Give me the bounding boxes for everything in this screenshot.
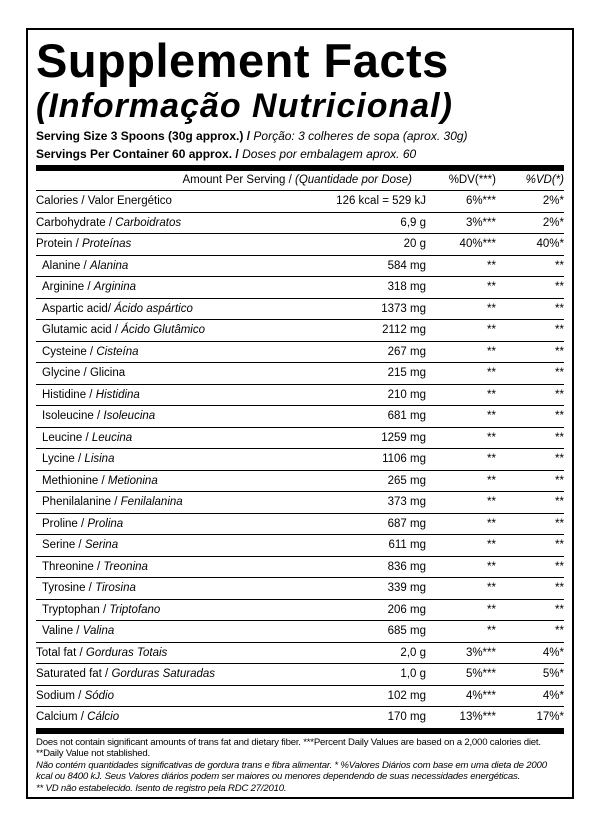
nutrient-row (36, 256, 564, 278)
nutrient-name (36, 600, 316, 621)
nutrient-dv: 40%*** (459, 238, 496, 250)
nutrient-row (36, 707, 564, 729)
nutrient-vd: ** (555, 560, 564, 573)
nutrient-name (36, 471, 316, 492)
nutrient-amount: 339 mg (387, 582, 426, 594)
nutrient-name (36, 342, 316, 363)
nutrient-dv: ** (487, 582, 496, 594)
nutrient-amount: 1,0 g (400, 668, 426, 680)
nutrient-name-pt: Gorduras Saturadas (111, 668, 216, 680)
nutrient-vd: 17%* (536, 711, 564, 723)
nutrient-name-en: Glycine / (42, 367, 87, 379)
nutrient-name-en: Arginine / (42, 281, 91, 293)
nutrient-amount: 126 kcal = 529 kJ (336, 195, 426, 207)
nutrient-row (36, 643, 564, 665)
nutrient-dv: ** (487, 625, 496, 637)
nutrient-name (36, 256, 316, 277)
nutrient-vd: ** (555, 453, 564, 465)
nutrient-row (36, 191, 564, 213)
nutrient-amount: 267 mg (387, 345, 426, 358)
nutrient-name-en: Lycine / (42, 453, 82, 465)
nutrient-vd: 5%* (542, 668, 564, 680)
nutrient-name (36, 707, 316, 728)
nutrient-name-pt: Alanina (89, 259, 129, 272)
nutrient-vd: 2%* (542, 216, 564, 229)
nutrient-amount: 2,0 g (400, 646, 426, 659)
nutrient-vd: ** (555, 539, 564, 551)
nutrient-row (36, 514, 564, 536)
nutrient-name-en: Calcium / (36, 711, 84, 723)
nutrient-name (36, 557, 316, 578)
nutrient-dv: ** (487, 474, 496, 487)
nutrient-row (36, 406, 564, 428)
nutrient-name-en: Aspartic acid/ (42, 302, 112, 315)
nutrient-dv: 6%*** (465, 195, 496, 207)
nutrient-name-en: Cysteine / (42, 345, 94, 358)
footnote-en-2: **Daily Value not stablished. (36, 748, 151, 759)
nutrient-name-en: Methionine / (42, 474, 105, 487)
nutrient-row (36, 492, 564, 514)
nutrient-name (36, 320, 316, 341)
nutrient-amount: 265 mg (387, 474, 426, 487)
nutrient-dv: ** (487, 603, 496, 616)
nutrient-vd: 4%* (542, 689, 564, 702)
nutrient-name (36, 686, 316, 707)
nutrient-name-en: Sodium / (36, 689, 82, 702)
footnote-pt-1-text: Não contém quantidades significativas de gordura trans e fibra alimentar. * %Valores Diários com base em uma dieta de 2000 kcal ou 8400 kJ. Seus Valores diários podem ser maiores ou menores dependendo de suas necessidades energéticas. (36, 759, 547, 782)
nutrient-amount: 170 mg (387, 711, 426, 723)
nutrient-name-en: Tryptophan / (42, 603, 107, 616)
nutrient-vd: ** (555, 388, 564, 401)
nutrient-vd: ** (555, 603, 564, 616)
nutrient-amount: 681 mg (387, 410, 426, 422)
nutrient-dv: 4%*** (465, 689, 496, 702)
nutrient-vd: ** (555, 410, 564, 422)
nutrient-vd: ** (555, 496, 564, 508)
nutrient-name-pt: Serina (84, 539, 119, 551)
nutrient-dv: ** (487, 367, 496, 379)
nutrient-name-pt: Metionina (107, 474, 158, 487)
nutrient-amount: 215 mg (387, 367, 426, 379)
nutrient-vd: ** (555, 259, 564, 272)
nutrient-amount: 373 mg (387, 496, 426, 508)
nutrient-table (36, 191, 564, 729)
nutrient-amount: 685 mg (387, 625, 426, 637)
nutrient-amount: 102 mg (387, 689, 426, 702)
nutrient-name-pt: Cálcio (87, 711, 120, 723)
nutrient-row (36, 428, 564, 450)
nutrient-row (36, 600, 564, 622)
nutrient-amount: 687 mg (387, 517, 426, 530)
nutrient-row (36, 320, 564, 342)
servings-per-container-en: Servings Per Container 60 approx. / (36, 147, 239, 161)
nutrient-dv: ** (487, 302, 496, 315)
nutrient-name (36, 406, 316, 427)
nutrient-name-pt: Valina (82, 625, 115, 637)
nutrient-name-pt: Triptofano (109, 603, 161, 616)
nutrient-name-pt: Gorduras Totais (85, 646, 168, 659)
nutrient-name-en: Phenilalanine / (42, 496, 118, 508)
nutrient-row (36, 557, 564, 579)
nutrient-name-en: Isoleucine / (42, 410, 101, 422)
nutrient-name (36, 449, 316, 470)
nutrient-name-pt: Isoleucina (103, 410, 156, 422)
amount-header (36, 171, 426, 190)
nutrient-vd: ** (555, 302, 564, 315)
nutrient-row (36, 277, 564, 299)
nutrient-name (36, 428, 316, 449)
nutrient-vd: 2%* (542, 195, 564, 207)
nutrient-vd: ** (555, 582, 564, 594)
nutrient-name-en: Proline / (42, 517, 85, 530)
nutrient-row (36, 471, 564, 493)
footnote-pt-1 (36, 760, 564, 783)
nutrient-vd: ** (555, 625, 564, 637)
nutrient-row (36, 385, 564, 407)
nutrient-name-pt: Arginina (93, 281, 136, 293)
nutrient-name (36, 578, 316, 599)
vd-header-text: %VD(*) (525, 174, 564, 186)
nutrient-vd: ** (555, 474, 564, 487)
serving-size-en: Serving Size 3 Spoons (30g approx.) / (36, 129, 251, 143)
nutrient-vd: ** (555, 281, 564, 293)
footnote-en-1: Does not contain significant amounts of trans fat and dietary fiber. ***Percent Daily Values are based on a 2,000 calories diet. (36, 736, 541, 748)
nutrient-row (36, 299, 564, 321)
serving-size-pt: Porção: 3 colheres de sopa (aprox. 30g) (253, 129, 468, 143)
nutrient-name-en: Calories / (36, 195, 85, 207)
nutrient-dv: ** (487, 345, 496, 358)
nutrient-dv: ** (487, 324, 496, 336)
nutrient-amount: 1259 mg (381, 431, 426, 444)
nutrient-name (36, 621, 316, 642)
nutrient-vd: ** (555, 367, 564, 379)
nutrient-name-pt: Glicina (89, 367, 126, 379)
dv-header: %DV(***) (448, 174, 496, 186)
nutrient-row (36, 535, 564, 557)
nutrient-name (36, 514, 316, 535)
bottom-thick-divider (36, 729, 564, 734)
nutrient-dv: 13%*** (459, 711, 496, 723)
nutrient-amount: 6,9 g (400, 216, 426, 229)
nutrient-dv: 3%*** (465, 216, 496, 229)
nutrient-name-pt: Sódio (84, 689, 115, 702)
nutrient-name (36, 299, 316, 320)
nutrient-row (36, 664, 564, 686)
nutrient-name-pt: Tirosina (95, 582, 136, 594)
nutrient-amount: 2112 mg (382, 324, 426, 336)
amount-header-en: Amount Per Serving / (182, 174, 292, 186)
nutrient-name (36, 363, 316, 384)
nutrient-vd: ** (555, 345, 564, 358)
nutrient-name-en: Total fat / (36, 646, 83, 659)
supplement-facts-label (26, 28, 574, 799)
nutrient-dv: 3%*** (465, 646, 496, 659)
nutrient-name (36, 643, 316, 664)
nutrient-name-pt: Ácido aspártico (114, 302, 193, 315)
vd-header (496, 171, 564, 190)
nutrient-name-pt: Fenilalanina (120, 496, 183, 508)
nutrient-name (36, 535, 316, 556)
footnote-pt-2 (36, 783, 564, 795)
nutrient-name-en: Carbohydrate / (36, 216, 113, 229)
nutrient-dv: ** (487, 388, 496, 401)
nutrient-name (36, 385, 316, 406)
nutrient-dv: ** (487, 517, 496, 530)
nutrient-name (36, 234, 316, 255)
servings-per-container-pt: Doses por embalagem aprox. 60 (242, 147, 417, 161)
nutrient-dv: ** (487, 496, 496, 508)
nutrient-amount: 318 mg (387, 281, 426, 293)
nutrient-vd: 40%* (536, 238, 564, 250)
amount-header-pt: (Quantidade por Dose) (295, 174, 412, 186)
nutrient-row (36, 449, 564, 471)
nutrient-name-en: Histidine / (42, 388, 93, 401)
nutrient-name-en: Alanine / (42, 259, 87, 272)
servings-per-container (36, 146, 564, 162)
nutrient-amount: 836 mg (387, 560, 426, 573)
nutrient-dv: ** (487, 259, 496, 272)
nutrient-name-pt: Treonina (103, 560, 148, 573)
nutrient-name (36, 277, 316, 298)
nutrient-name-en: Valine / (42, 625, 80, 637)
nutrient-row (36, 213, 564, 235)
nutrient-dv: ** (487, 431, 496, 444)
nutrient-dv: ** (487, 560, 496, 573)
footnotes (36, 737, 564, 795)
nutrient-name-pt: Leucina (91, 431, 133, 444)
nutrient-name (36, 191, 316, 212)
serving-size (36, 128, 564, 144)
nutrient-name-pt: Ácido Glutâmico (121, 324, 205, 336)
footnote-pt-2-text: ** VD não estabelecido. Isento de registro pela RDC 27/2010. (36, 782, 287, 794)
label-title: Supplement Facts (36, 34, 449, 87)
nutrient-name-en: Protein / (36, 238, 79, 250)
nutrient-dv: ** (487, 453, 496, 465)
nutrient-name-pt: Proteínas (82, 238, 132, 250)
nutrient-row (36, 578, 564, 600)
nutrient-name-en: Leucine / (42, 431, 89, 444)
nutrient-name (36, 664, 316, 685)
nutrient-name-pt: Carboidratos (115, 216, 182, 229)
nutrient-vd: ** (555, 431, 564, 444)
nutrient-vd: 4%* (542, 646, 564, 659)
nutrient-amount: 611 mg (388, 539, 426, 551)
table-header (36, 171, 564, 191)
nutrient-name-pt: Cisteína (96, 345, 139, 358)
nutrient-name (36, 213, 316, 234)
nutrient-amount: 584 mg (387, 259, 426, 272)
nutrient-name-pt: Lisina (84, 453, 115, 465)
nutrient-row (36, 621, 564, 643)
nutrient-name-en: Saturated fat / (36, 668, 109, 680)
nutrient-row (36, 342, 564, 364)
nutrient-name (36, 492, 316, 513)
label-subtitle: (Informação Nutricional) (36, 87, 453, 125)
nutrient-amount: 1106 mg (382, 453, 426, 465)
nutrient-amount: 210 mg (387, 388, 426, 401)
nutrient-dv: ** (487, 539, 496, 551)
nutrient-amount: 206 mg (387, 603, 426, 616)
nutrient-name-pt: Valor Energético (87, 195, 172, 207)
nutrient-row (36, 686, 564, 708)
nutrient-amount: 1373 mg (381, 302, 426, 315)
nutrient-amount: 20 g (403, 238, 426, 250)
nutrient-dv: ** (487, 281, 496, 293)
nutrient-name-pt: Prolina (87, 517, 124, 530)
nutrient-dv: ** (487, 410, 496, 422)
nutrient-name-en: Glutamic acid / (42, 324, 119, 336)
nutrient-vd: ** (555, 324, 564, 336)
nutrient-name-en: Threonine / (42, 560, 101, 573)
nutrient-dv: 5%*** (465, 668, 496, 680)
nutrient-row (36, 363, 564, 385)
nutrient-row (36, 234, 564, 256)
nutrient-name-pt: Histidina (95, 388, 140, 401)
nutrient-name-en: Tyrosine / (42, 582, 92, 594)
nutrient-name-en: Serine / (42, 539, 82, 551)
nutrient-vd: ** (555, 517, 564, 530)
